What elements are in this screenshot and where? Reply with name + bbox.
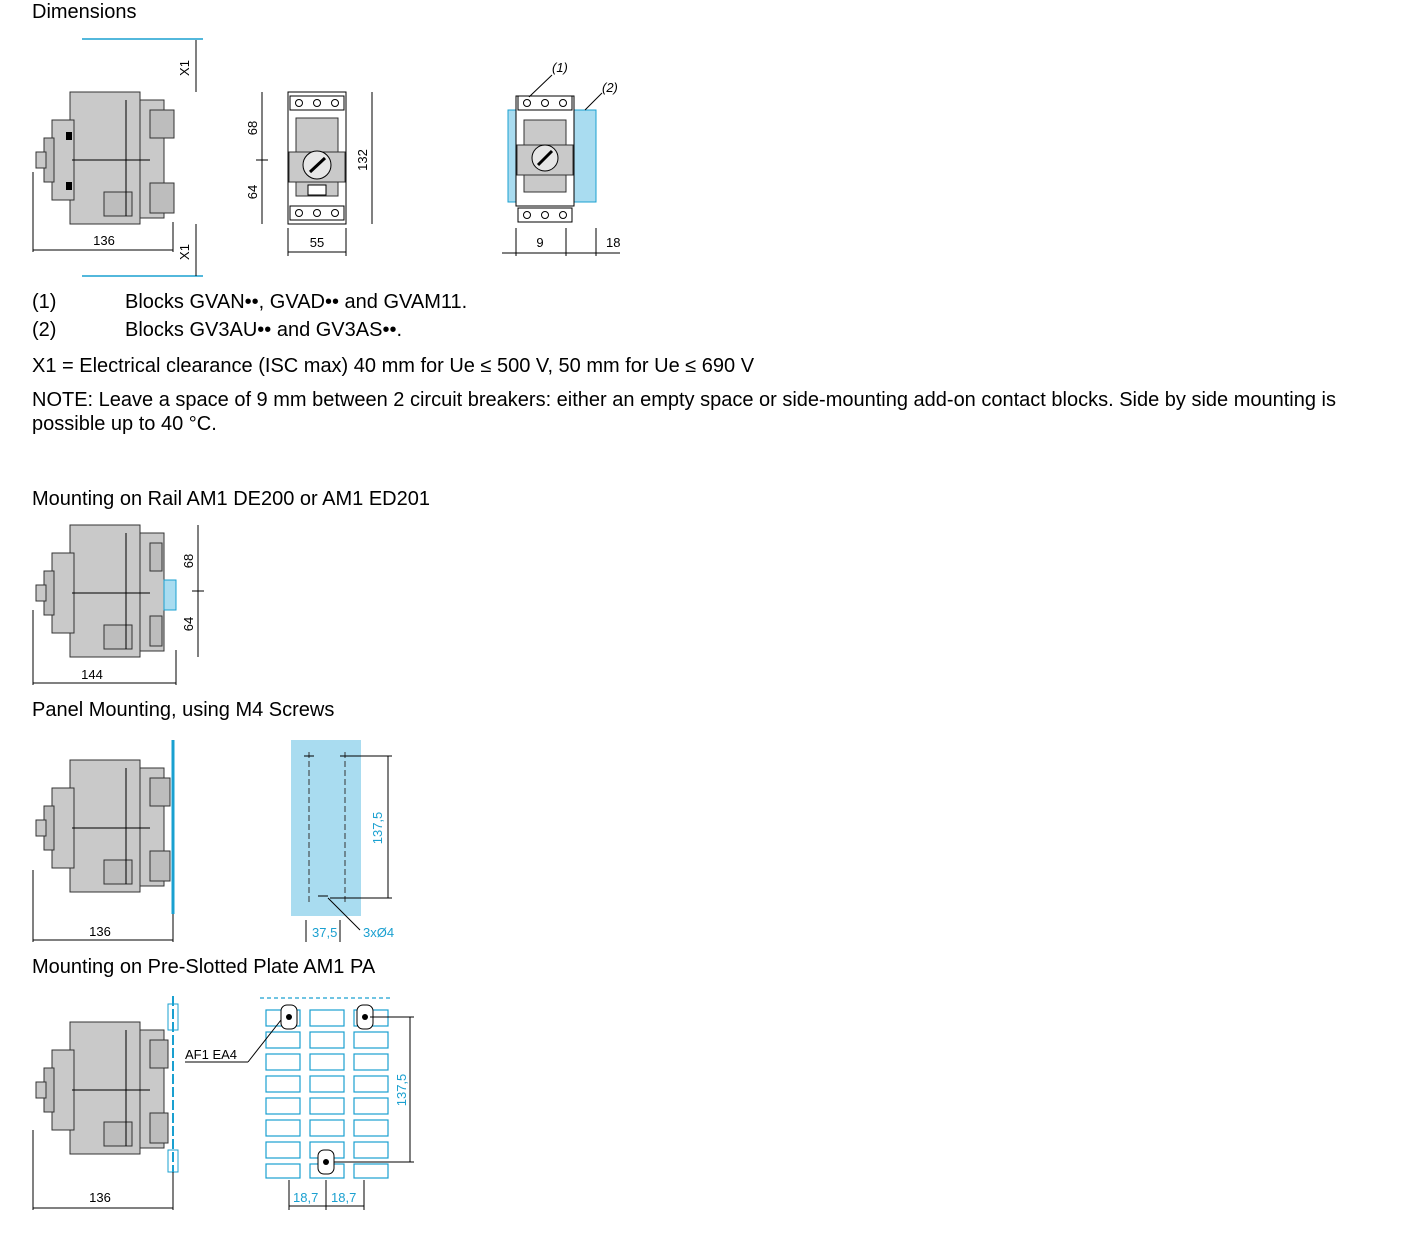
plate-heading: Mounting on Pre-Slotted Plate AM1 PA (32, 956, 376, 978)
dimensions-heading: Dimensions (32, 1, 137, 23)
callout-1-label: (1) (552, 60, 568, 75)
width-label: 55 (309, 235, 325, 250)
plate-hole-spacing-label: 137,5 (394, 1073, 409, 1107)
clip-label: AF1 EA4 (185, 1047, 238, 1062)
side-block-label: 18 (606, 235, 621, 250)
depth-label: 136 (93, 233, 115, 248)
panel-hole-offset-label: 37,5 (312, 925, 338, 940)
note-paragraph: NOTE: Leave a space of 9 mm between 2 circuit breakers: either an empty space or side-mounting add-on contact blocks. Side by side mounting is possible up to 40 °C. (32, 389, 1336, 435)
note-2-text: Blocks GV3AU•• and GV3AS••. (125, 319, 403, 341)
height-upper-label: 68 (245, 120, 260, 136)
plate-breaker-body (36, 1022, 168, 1154)
callout-2-label: (2) (602, 80, 618, 95)
panel-depth-label: 136 (89, 924, 111, 939)
rail-height-lower-label: 64 (181, 616, 196, 632)
x1-bottom-label: X1 (177, 244, 192, 260)
height-lower-label: 64 (245, 184, 260, 200)
x1-definition: X1 = Electrical clearance (ISC max) 40 mm for Ue ≤ 500 V, 50 mm for Ue ≤ 690 V (32, 355, 755, 377)
rail-heading: Mounting on Rail AM1 DE200 or AM1 ED201 (32, 488, 430, 510)
panel-hole-spacing-label: 137,5 (370, 811, 385, 845)
panel-holes-label: 3xØ4 (363, 925, 395, 940)
rail-height-upper-label: 68 (181, 553, 196, 569)
height-total-label: 132 (355, 149, 370, 171)
x1-top-label: X1 (177, 60, 192, 76)
rail-depth-label: 144 (81, 667, 103, 682)
plate-pitch-2-label: 18,7 (331, 1190, 357, 1205)
plate-pitch-1-label: 18,7 (293, 1190, 319, 1205)
panel-heading: Panel Mounting, using M4 Screws (32, 699, 335, 721)
plate-depth-label: 136 (89, 1190, 111, 1205)
plate-mounting-studs (281, 1005, 373, 1174)
note-1-text: Blocks GVAN••, GVAD•• and GVAM11. (125, 291, 468, 313)
slotted-plate-edge (168, 996, 178, 1172)
note-1-key: (1) (32, 291, 57, 313)
gap-label: 9 (536, 235, 544, 250)
note-2-key: (2) (32, 319, 57, 341)
